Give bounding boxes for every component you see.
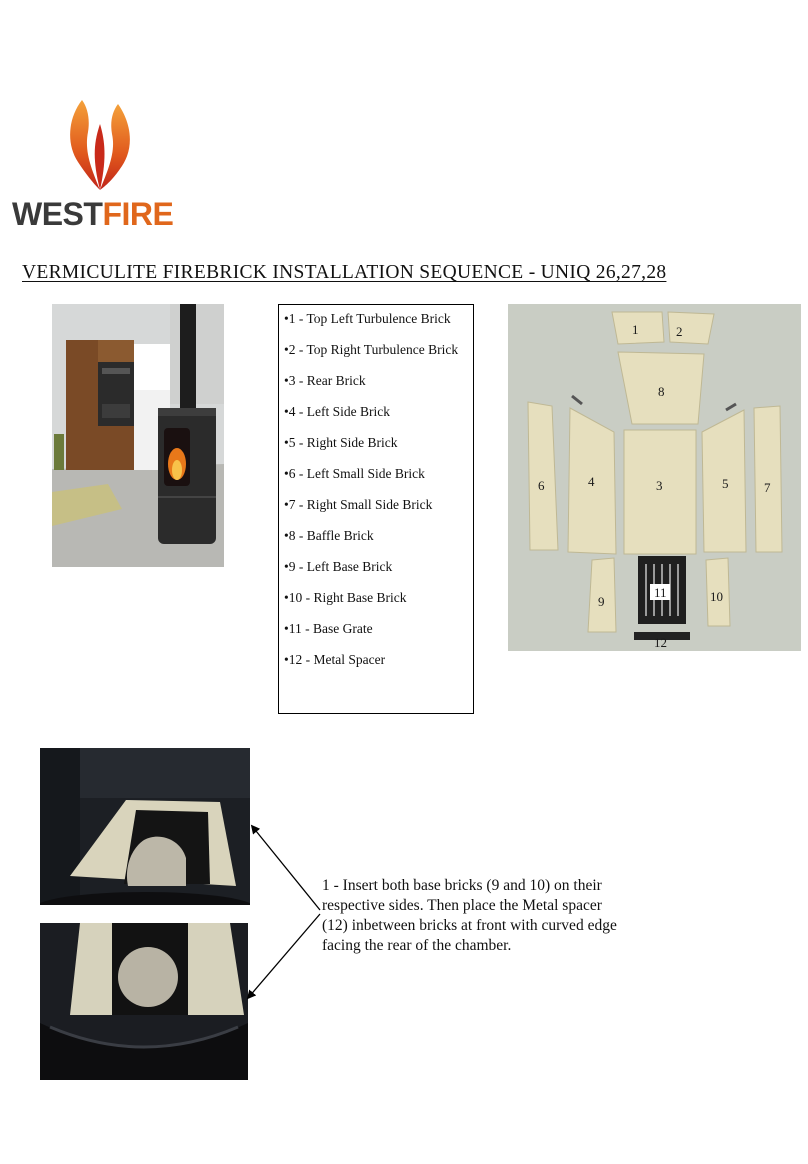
brick-label-5: 5	[722, 476, 729, 491]
flame-icon	[62, 96, 138, 192]
list-item: •3 - Rear Brick	[284, 373, 366, 388]
list-item: •2 - Top Right Turbulence Brick	[284, 342, 459, 357]
instruction-step-1: 1 - Insert both base bricks (9 and 10) on their respective sides. Then place the Metal spacer (12) inbetween bricks at front with curved edge facing the rear of the chamber.	[322, 877, 617, 954]
list-item: •6 - Left Small Side Brick	[284, 466, 425, 481]
brick-label-4: 4	[588, 474, 595, 489]
logo-fire-text: FIRE	[102, 196, 174, 232]
brick-label-2: 2	[676, 324, 683, 339]
brick-2	[668, 312, 714, 344]
list-item: •9 - Left Base Brick	[284, 559, 393, 574]
list-item: •11 - Base Grate	[284, 621, 373, 636]
brick-label-12: 12	[654, 635, 667, 650]
brick-label-8: 8	[658, 384, 665, 399]
brick-label-10: 10	[710, 589, 723, 604]
install-photo-front-view	[40, 923, 248, 1080]
list-item: •5 - Right Side Brick	[284, 435, 398, 450]
brick-7	[754, 406, 782, 552]
list-item: •4 - Left Side Brick	[284, 404, 390, 419]
westfire-logo	[12, 96, 182, 236]
list-item: •8 - Baffle Brick	[284, 528, 374, 543]
install-photo-top-view	[40, 748, 250, 905]
stove-photo	[52, 304, 224, 567]
list-item: •1 - Top Left Turbulence Brick	[284, 311, 451, 326]
brick-label-3: 3	[656, 478, 663, 493]
pointer-arrows	[240, 820, 330, 1005]
brick-label-11: 11	[654, 585, 667, 600]
brick-label-6: 6	[538, 478, 545, 493]
brick-label-7: 7	[764, 480, 771, 495]
logo-wordmark	[12, 196, 173, 233]
list-item: •12 - Metal Spacer	[284, 652, 386, 667]
bricks-layout-photo	[508, 304, 801, 651]
logo-west-text: WEST	[12, 196, 103, 232]
parts-list	[284, 311, 469, 668]
list-item: •10 - Right Base Brick	[284, 590, 407, 605]
brick-label-1: 1	[632, 322, 639, 337]
page-title: VERMICULITE FIREBRICK INSTALLATION SEQUENCE - UNIQ 26,27,28	[22, 262, 667, 283]
parts-list-box	[278, 304, 474, 714]
list-item: •7 - Right Small Side Brick	[284, 497, 433, 512]
brick-label-9: 9	[598, 594, 605, 609]
